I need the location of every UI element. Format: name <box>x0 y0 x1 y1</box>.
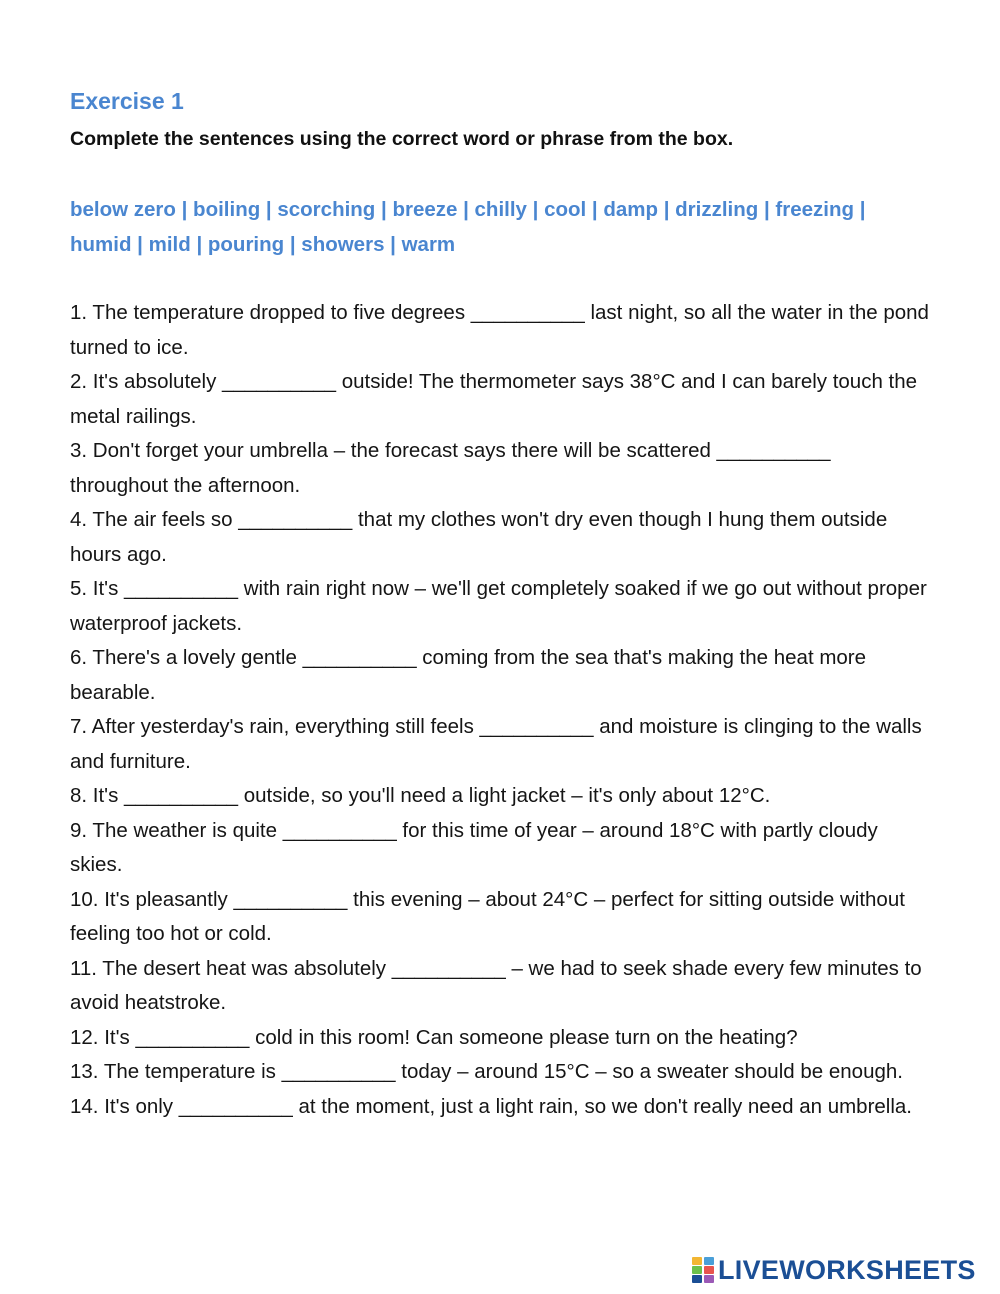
question-item: 11. The desert heat was absolutely __________ – we had to seek shade every few minutes to avoid heatstroke. <box>70 956 922 1014</box>
logo-tile <box>692 1275 702 1283</box>
word-box: below zero | boiling | scorching | breeze | chilly | cool | damp | drizzling | freezing | humid | mild | pouring | showers | warm <box>70 198 866 256</box>
question-item: 4. The air feels so __________ that my clothes won't dry even though I hung them outside hours ago. <box>70 508 888 566</box>
question-item: 13. The temperature is __________ today – around 15°C – so a sweater should be enough. <box>70 1060 903 1083</box>
question-item: 9. The weather is quite __________ for this time of year – around 18°C with partly cloudy skies. <box>70 818 878 876</box>
logo-text: LIVEWORKSHEETS <box>718 1254 976 1285</box>
question-item: 3. Don't forget your umbrella – the forecast says there will be scattered __________ throughout the afternoon. <box>70 439 831 497</box>
liveworksheets-logo <box>692 1254 976 1286</box>
question-list <box>70 296 930 1124</box>
question-item: 6. There's a lovely gentle __________ coming from the sea that's making the heat more bearable. <box>70 646 867 704</box>
question-item: 2. It's absolutely __________ outside! The thermometer says 38°C and I can barely touch the metal railings. <box>70 370 918 428</box>
question-item: 12. It's __________ cold in this room! Can someone please turn on the heating? <box>70 1025 798 1049</box>
logo-tile <box>704 1275 714 1283</box>
instructions: Complete the sentences using the correct word or phrase from the box. <box>70 128 734 150</box>
question-item: 7. After yesterday's rain, everything still feels __________ and moisture is clinging to the walls and furniture. <box>70 715 922 773</box>
question-item: 5. It's __________ with rain right now – we'll get completely soaked if we go out without proper waterproof jackets. <box>70 577 927 635</box>
logo-tile <box>692 1257 702 1265</box>
question-item: 8. It's __________ outside, so you'll need a light jacket – it's only about 12°C. <box>70 784 771 807</box>
question-item: 14. It's only __________ at the moment, just a light rain, so we don't really need an umbrella. <box>70 1094 913 1118</box>
question-item: 1. The temperature dropped to five degrees __________ last night, so all the water in the pond turned to ice. <box>70 301 929 359</box>
logo-tile <box>704 1266 714 1274</box>
liveworksheets-logo-icon <box>692 1257 714 1283</box>
question-item: 10. It's pleasantly __________ this evening – about 24°C – perfect for sitting outside without feeling too hot or cold. <box>70 887 905 945</box>
logo-tile <box>692 1266 702 1274</box>
exercise-title: Exercise 1 <box>70 88 184 114</box>
logo-tile <box>704 1257 714 1265</box>
